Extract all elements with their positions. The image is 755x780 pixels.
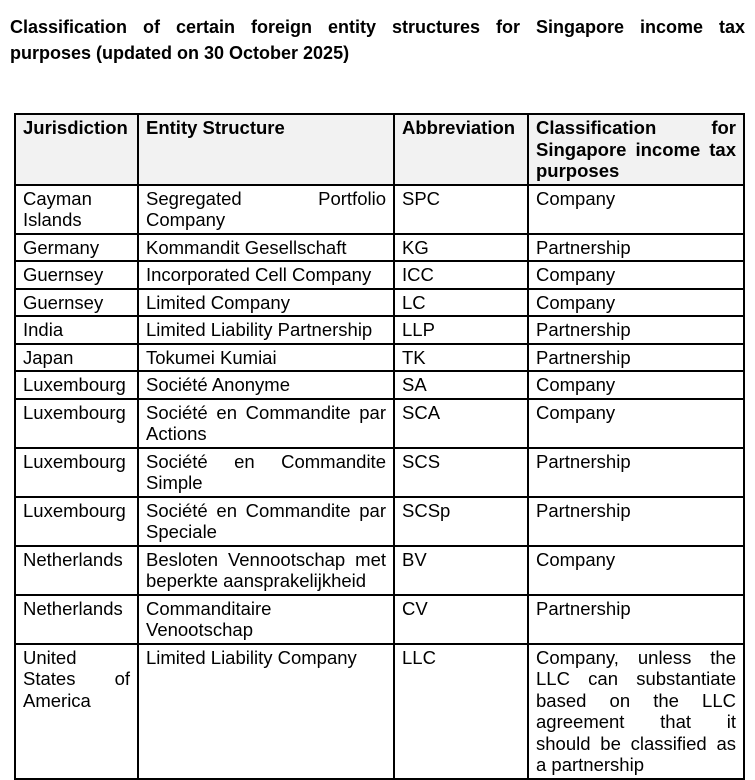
table-cell-abbreviation [394,448,528,497]
table-header-row [15,114,744,185]
table-cell-abbreviation [394,399,528,448]
table-cell-jurisdiction [15,448,138,497]
table-cell-classification [528,185,744,234]
cell-line: India [23,319,64,340]
cell-line: beperkte aansprakelijkheid [146,570,367,591]
table-cell-classification [528,261,744,289]
cell-line: Partnership [536,450,631,472]
table-cell-abbreviation [394,316,528,344]
header-cell-entity-structure [138,114,394,185]
table-cell-jurisdiction [15,644,138,779]
cell-line: America [23,689,91,711]
table-row [15,595,744,644]
table-row [15,644,744,779]
cell-line: Luxembourg [23,374,126,395]
cell-line: LLC can substantiate [536,668,736,689]
table-cell-classification [528,371,744,399]
cell-line: Besloten Vennootschap met [146,548,386,570]
cell-line: SA [402,374,427,395]
cell-line: LLC [402,646,436,668]
cell-line: Venootschap [146,619,253,640]
cell-line: Germany [23,236,100,258]
table-cell-jurisdiction [15,261,138,289]
table-cell-abbreviation [394,289,528,317]
table-cell-entity-structure [138,448,394,497]
cell-line: TK [402,346,426,368]
table-cell-jurisdiction [15,595,138,644]
cell-line: Guernsey [23,291,104,313]
cell-line: Limited Liability Partnership [146,319,373,340]
cell-line: based on the LLC [536,689,736,711]
header-line: Classification for [536,117,736,138]
cell-line: Islands [23,209,82,230]
cell-line: Luxembourg [23,450,126,472]
table-cell-entity-structure [138,234,394,262]
table-row [15,261,744,289]
table-cell-jurisdiction [15,234,138,262]
cell-line: Company [536,264,616,285]
header-cell-abbreviation [394,114,528,185]
cell-line: LC [402,291,426,313]
table-cell-entity-structure [138,185,394,234]
cell-line: Company [536,548,616,570]
document-title [10,14,745,66]
table-cell-entity-structure [138,316,394,344]
cell-line: Société en Commandite par [146,499,386,521]
header-line: purposes [536,160,620,181]
cell-line: ICC [402,264,434,285]
table-cell-abbreviation [394,234,528,262]
cell-line: Segregated Portfolio [146,187,386,209]
table-row [15,316,744,344]
table-row [15,289,744,317]
cell-line: Netherlands [23,548,123,570]
table-cell-classification [528,448,744,497]
cell-line: Company [536,401,616,423]
table-cell-entity-structure [138,546,394,595]
table-cell-jurisdiction [15,371,138,399]
table-cell-abbreviation [394,185,528,234]
table-cell-classification [528,316,744,344]
table-row [15,399,744,448]
table-cell-abbreviation [394,595,528,644]
cell-line: States of [23,668,130,689]
table-cell-entity-structure [138,344,394,372]
table-cell-classification [528,234,744,262]
cell-line: Partnership [536,499,631,521]
cell-line: Luxembourg [23,401,126,423]
classification-table [14,113,745,780]
cell-line: BV [402,548,427,570]
header-line: Abbreviation [402,117,516,138]
cell-line: KG [402,236,429,258]
table-cell-jurisdiction [15,185,138,234]
cell-line: Company [536,187,616,209]
table-cell-entity-structure [138,399,394,448]
table-cell-classification [528,399,744,448]
table-cell-abbreviation [394,497,528,546]
cell-line: Limited Company [146,291,290,313]
cell-line: Actions [146,423,207,444]
table-row [15,546,744,595]
table-row [15,185,744,234]
cell-line: Netherlands [23,597,123,619]
table-row [15,371,744,399]
table-cell-classification [528,546,744,595]
table-cell-abbreviation [394,546,528,595]
cell-line: Cayman [23,187,92,209]
table-cell-classification [528,595,744,644]
cell-line: Japan [23,346,74,368]
cell-line: Company [536,374,616,395]
table-cell-abbreviation [394,344,528,372]
cell-line: CV [402,597,428,619]
cell-line: a partnership [536,754,644,775]
cell-line: Luxembourg [23,499,126,521]
table-row [15,234,744,262]
header-cell-jurisdiction [15,114,138,185]
table-body [15,185,744,779]
cell-line: Company, unless the [536,646,736,668]
table-cell-classification [528,497,744,546]
cell-line: Simple [146,472,203,493]
cell-line: Partnership [536,319,631,340]
cell-line: SCSp [402,499,451,521]
cell-line: Speciale [146,521,217,542]
header-line: Singapore income tax [536,138,736,160]
table-cell-abbreviation [394,644,528,779]
cell-line: Guernsey [23,264,104,285]
header-line: Jurisdiction [23,117,128,138]
table-cell-classification [528,344,744,372]
cell-line: United [23,646,77,668]
table-cell-entity-structure [138,371,394,399]
cell-line: Kommandit Gesellschaft [146,236,347,258]
header-line: Entity Structure [146,117,285,138]
cell-line: Commanditaire [146,597,272,619]
table-cell-classification [528,289,744,317]
header-cell-classification [528,114,744,185]
cell-line: Partnership [536,597,631,619]
table-cell-classification [528,644,744,779]
cell-line: Company [146,209,226,230]
table-cell-jurisdiction [15,546,138,595]
table-row [15,497,744,546]
table-cell-abbreviation [394,371,528,399]
cell-line: Partnership [536,236,631,258]
cell-line: SPC [402,187,441,209]
table-cell-entity-structure [138,595,394,644]
cell-line: LLP [402,319,435,340]
table-cell-jurisdiction [15,344,138,372]
title-line: Classification of certain foreign entity structures for Singapore income tax [10,17,745,37]
cell-line: agreement that it [536,711,736,732]
title-line: purposes (updated on 30 October 2025) [10,43,350,63]
cell-line: should be classified as [536,732,736,754]
cell-line: Société en Commandite [146,450,386,472]
cell-line: Incorporated Cell Company [146,264,372,285]
table-cell-entity-structure [138,644,394,779]
table-row [15,448,744,497]
cell-line: Company [536,291,616,313]
cell-line: Tokumei Kumiai [146,346,277,368]
cell-line: Partnership [536,346,631,368]
table-row [15,344,744,372]
table-cell-entity-structure [138,289,394,317]
cell-line: SCA [402,401,441,423]
table-cell-jurisdiction [15,399,138,448]
table-cell-abbreviation [394,261,528,289]
table-cell-entity-structure [138,261,394,289]
cell-line: Société en Commandite par [146,401,386,423]
table-cell-jurisdiction [15,316,138,344]
table-cell-jurisdiction [15,497,138,546]
table-cell-jurisdiction [15,289,138,317]
table-cell-entity-structure [138,497,394,546]
cell-line: Société Anonyme [146,374,290,395]
cell-line: SCS [402,450,441,472]
cell-line: Limited Liability Company [146,646,357,668]
